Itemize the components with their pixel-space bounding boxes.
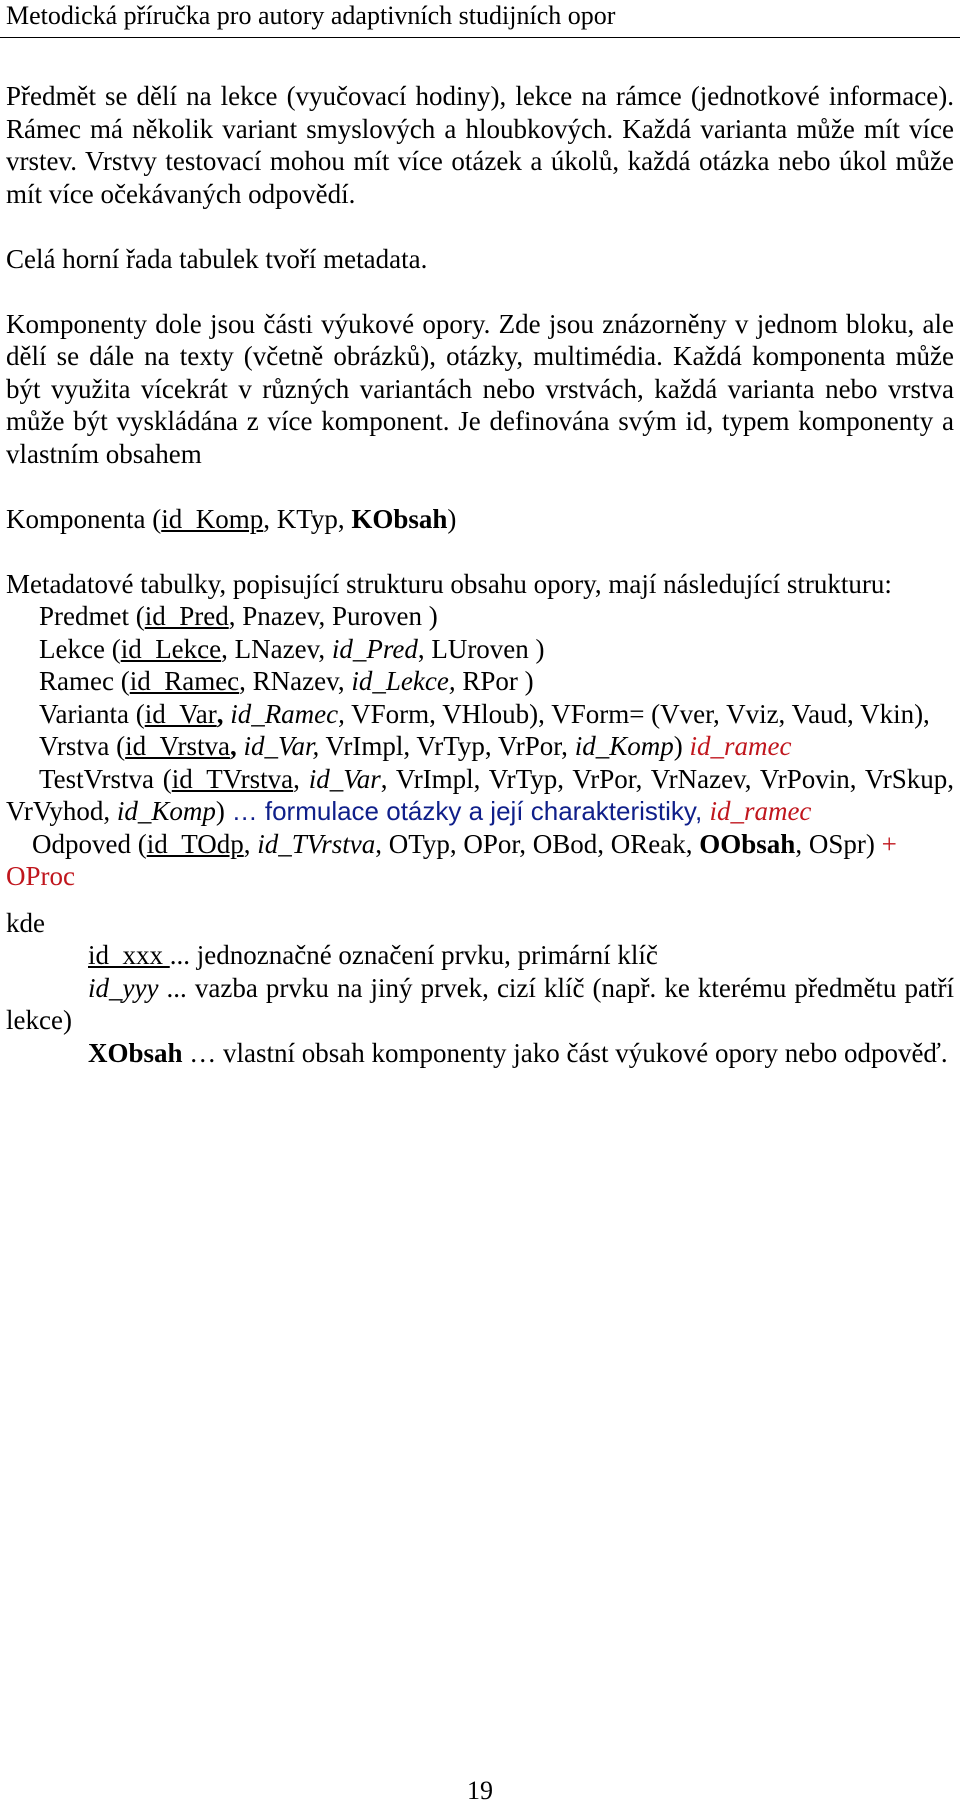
schema-odpoved: Odpoved (id_TOdp, id_TVrstva, OTyp, OPor, OBod, OReak, OObsah, OSpr) + OProc (6, 828, 897, 891)
primary-key: id_Lekce (120, 633, 222, 664)
foreign-key: id_Pred (331, 633, 418, 664)
header-rule (0, 37, 960, 38)
legend-term: id_xxx (88, 940, 170, 970)
schema-predmet: Predmet (id_Pred, Pnazev, Puroven ) (39, 601, 438, 631)
schema-testvrstva: TestVrstva (id_TVrstva, id_Var, VrImpl, VrTyp, VrPor, VrNazev, VrPovin, VrSkup, VrVyhod, id_Komp) … formulace otázky a její charakteristiky, id_ramec (6, 763, 954, 826)
legend-label: kde (6, 907, 45, 938)
added-field: id_ramec (709, 796, 812, 826)
foreign-key: id_TVrstva (257, 828, 376, 859)
content-field: OObsah (699, 828, 796, 859)
primary-key: id_Var (144, 698, 217, 729)
primary-key: id_Komp (161, 503, 264, 534)
primary-key: id_TOdp (146, 828, 244, 859)
schema-lekce: Lekce (id_Lekce, LNazev, id_Pred, LUroven ) (39, 633, 545, 664)
page-number: 19 (467, 1776, 493, 1805)
foreign-key: id_Lekce, (351, 666, 456, 696)
paragraph-structure: Předmět se dělí na lekce (vyučovací hodiny), lekce na rámce (jednotkové informace). Rámec má několik variant smyslových a hloubkových. Každá varianta může mít více vrstev. Vrstvy testovací mohou mít více otázek a úkolů, každá otázka nebo úkol může mít více očekávaných odpovědí. (6, 81, 954, 209)
added-field: id_ramec (689, 731, 792, 761)
legend-foreign-key: id_yyy ... vazba prvku na jiný prvek, cizí klíč (např. ke kterému předmětu patří lekce) (6, 972, 954, 1035)
legend-term: XObsah (88, 1037, 183, 1068)
schema-vrstva: Vrstva (id_Vrstva, id_Var, VrImpl, VrTyp, VrPor, id_Komp) id_ramec (39, 731, 792, 761)
foreign-key: id_Ramec, (230, 698, 345, 729)
legend-content: XObsah … vlastní obsah komponenty jako část výukové opory nebo odpověď. (88, 1037, 948, 1068)
added-field: + OProc (6, 828, 897, 891)
schema-varianta: Varianta (id_Var, id_Ramec, VForm, VHloub), VForm= (Vver, Vviz, Vaud, Vkin), (39, 698, 930, 729)
running-header: Metodická příručka pro autory adaptivních studijních opor (6, 1, 616, 30)
page-body (6, 80, 954, 1069)
paragraph-components: Komponenty dole jsou části výukové opory. Zde jsou znázorněny v jednom bloku, ale dělí se dále na texty (včetně obrázků), otázky, multimédia. Každá komponenta může být využita vícekrát v různých variantách nebo vrstvách, každá varianta nebo vrstva může být vyskládána z více komponent. Je definována svým id, typem komponenty a vlastním obsahem (6, 308, 954, 469)
metadata-intro: Metadatové tabulky, popisující strukturu obsahu opory, mají následující strukturu: (6, 568, 892, 599)
foreign-key: id_Var, (243, 731, 320, 761)
foreign-key: id_Komp (574, 731, 674, 761)
paragraph-metadata: Celá horní řada tabulek tvoří metadata. (6, 243, 428, 274)
component-definition: Komponenta (id_Komp, KTyp, KObsah) (6, 503, 457, 534)
primary-key: id_Ramec (129, 666, 240, 696)
primary-key: id_Vrstva (125, 731, 230, 761)
legend-primary-key: id_xxx ... jednoznačné označení prvku, primární klíč (88, 940, 658, 970)
foreign-key: id_Komp (116, 796, 216, 826)
annotation-note: … formulace otázky a její charakteristiky, (231, 796, 710, 826)
content-field: KObsah (351, 503, 448, 534)
legend-term: id_yyy (88, 972, 159, 1003)
schema-ramec: Ramec (id_Ramec, RNazev, id_Lekce, RPor ) (39, 666, 534, 696)
foreign-key: id_Var (308, 763, 381, 794)
primary-key: id_Pred (144, 601, 229, 631)
primary-key: id_TVrstva (171, 763, 294, 794)
